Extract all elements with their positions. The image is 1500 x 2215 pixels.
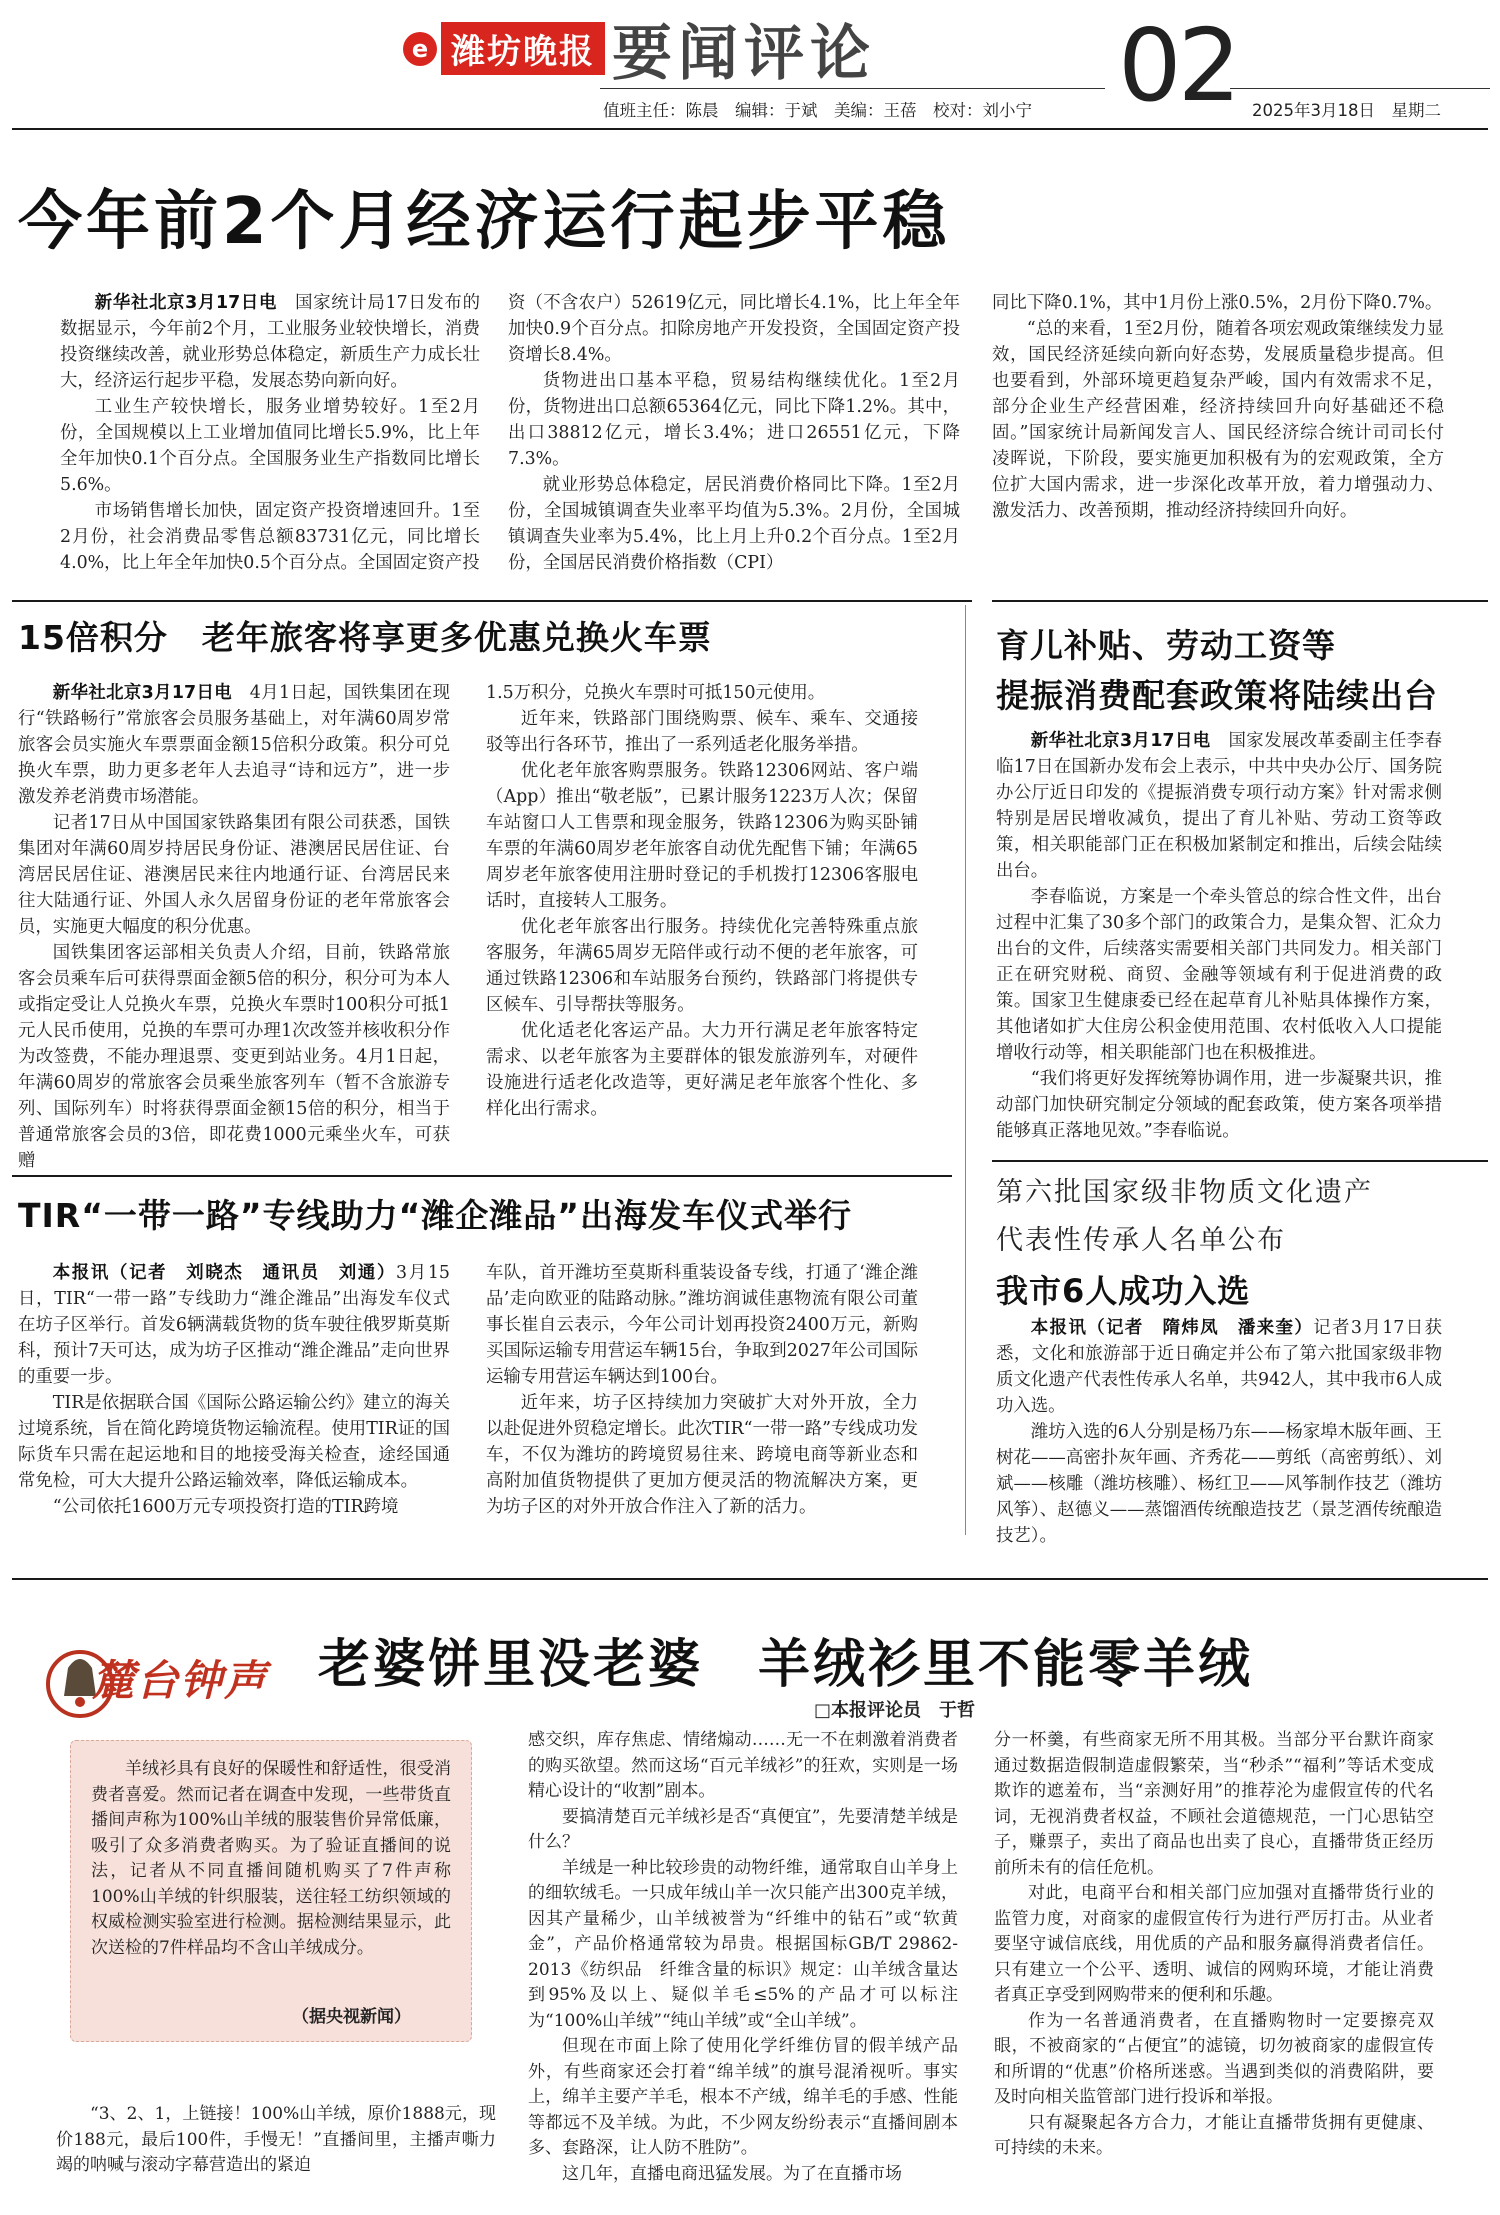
quote-source: （据央视新闻） xyxy=(292,2007,411,2027)
article-column xyxy=(486,1260,918,1520)
commentary-headline: 老婆饼里没老婆 羊绒衫里不能零羊绒 xyxy=(318,1634,1254,1695)
paragraph: TIR是依据联合国《国际公路运输公约》建立的海关过境系统，旨在简化跨境货物运输流程。使用TIR证的国际货车只需在起运地和目的地接受海关检查，途经国通常免检，可大大提升公路运输效率，降低运输成本。 xyxy=(18,1393,450,1491)
paragraph: 感交织，库存焦虑、情绪煽动……无一不在刺激着消费者的购买欲望。然而这场“百元羊绒衫”的狂欢，实则是一场精心设计的“收割”剧本。 xyxy=(528,1730,958,1801)
paragraph: 就业形势总体稳定，居民消费价格同比下降。1至2月份，全国城镇调查失业率平均值为5.3%。2月份，全国城镇调查失业率为5.4%，比上月上升0.2个百分点。1至2月份，全国居民消费价格指数（CPI） xyxy=(508,475,960,573)
article-kicker: 第六批国家级非物质文化遗产 xyxy=(996,1177,1373,1208)
paragraph: 车队，首开潍坊至莫斯科重装设备专线，打通了‘潍企潍品’走向欧亚的陆路动脉。”潍坊润诚佳惠物流有限公司董事长崔自云表示，今年公司计划再投资2400万元，新购买国际运输专用营运车辆15台，争取到2027年公司国际运输专用营运车辆达到100台。 xyxy=(486,1263,918,1387)
dateline: 新华社北京3月17日电 xyxy=(94,293,278,313)
paragraph: 李春临说，方案是一个牵头管总的综合性文件，出台过程中汇集了30多个部门的政策合力，是集众智、汇众力出台的文件，后续落实需要相关部门共同发力。相关部门正在研究财税、商贸、金融等领域有利于促进消费的政策。国家卫生健康委已经在起草育儿补贴具体操作方案，其他诸如扩大住房公积金使用范围、农村低收入人口提能增收行动等，相关职能部门也在积极推进。 xyxy=(996,887,1442,1063)
paragraph: 优化老年旅客购票服务。铁路12306网站、客户端（App）推出“敬老版”，已累计服务1223万人次；保留车站窗口人工售票和现金服务，铁路12306为购买卧铺车票的年满60周岁老年旅客自动优先配售下铺；年满65周岁老年旅客使用注册时登记的手机拨打12306客服电话时，直接转人工服务。 xyxy=(486,761,918,911)
paragraph: 1.5万积分，兑换火车票时可抵150元使用。 xyxy=(486,683,826,703)
paragraph: 分一杯羹，有些商家无所不用其极。当部分平台默许商家通过数据造假制造虚假繁荣，当“秒杀”“福利”等话术变成欺诈的遮羞布，当“亲测好用”的推荐沦为虚假宣传的代名词，无视消费者权益，不顾社会道德规范，一门心思钻空子，赚票子，卖出了商品也出卖了良心，直播带货正经历前所未有的信任危机。 xyxy=(994,1730,1434,1878)
paragraph: 对此，电商平台和相关部门应加强对直播带货行业的监管力度，对商家的虚假宣传行为进行严厉打击。从业者要坚守诚信底线，用优质的产品和服务赢得消费者信任。只有建立一个公平、透明、诚信的网购环境，才能让消费者真正享受到网购带来的便利和乐趣。 xyxy=(994,1883,1434,2005)
paragraph: 国家发展改革委副主任李春临17日在国新办发布会上表示，中共中央办公厅、国务院办公厅近日印发的《提振消费专项行动方案》针对需求侧特别是居民增收减负，提出了育儿补贴、劳动工资等政策，相关职能部门正在积极加紧制定和推出，后续会陆续出台。 xyxy=(996,731,1442,881)
section-rule xyxy=(12,1578,1488,1580)
paragraph: 要搞清楚百元羊绒衫是否“真便宜”，先要清楚羊绒是什么？ xyxy=(528,1806,958,1852)
masthead-rule xyxy=(600,88,1105,89)
paragraph: 但现在市面上除了使用化学纤维仿冒的假羊绒产品外，有些商家还会打着“绵羊绒”的旗号混淆视听。事实上，绵羊主要产羊毛，根本不产绒，绵羊毛的手感、性能等都远不及羊绒。为此，不少网友纷纷表示“直播间剧本多、套路深，让人防不胜防”。 xyxy=(528,2036,958,2158)
paragraph: 作为一名普通消费者，在直播购物时一定要擦亮双眼，不被商家的“占便宜”的滤镜，切勿被商家的虚假宣传和所谓的“优惠”价格所迷惑。当遇到类似的消费陷阱，要及时向相关监管部门进行投诉和举报。 xyxy=(994,2010,1434,2107)
paragraph: “公司依托1600万元专项投资打造的TIR跨境 xyxy=(52,1497,399,1517)
dateline: 新华社北京3月17日电 xyxy=(52,683,233,703)
article-column xyxy=(486,680,918,1122)
article-column xyxy=(56,2102,496,2179)
column-name: 麓台钟声 xyxy=(92,1656,269,1705)
article-headline: 15倍积分 老年旅客将享更多优惠兑换火车票 xyxy=(18,618,712,657)
logo-icon: e xyxy=(403,32,437,66)
paragraph: 货物进出口基本平稳，贸易结构继续优化。1至2月份，货物进出口总额65364亿元，同比下降1.2%。其中，出口38812亿元，增长3.4%；进口26551亿元，下降7.3%。 xyxy=(508,371,960,469)
paragraph: 3月15日，TIR“一带一路”专线助力“潍企潍品”出海发车仪式在坊子区举行。首发6辆满载货物的货车驶往俄罗斯莫斯科，预计7天可达，成为坊子区推动“潍企潍品”走向世界的重要一步。 xyxy=(18,1263,450,1387)
brand-name: 潍坊晚报 xyxy=(441,22,605,75)
paragraph: 羊绒衫具有良好的保暖性和舒适性，很受消费者喜爱。然而记者在调查中发现，一些带货直播间声称为100%山羊绒的服装售价异常低廉，吸引了众多消费者购买。为了验证直播间的说法，记者从不同直播间随机购买了7件声称100%山羊绒的针织服装，送往轻工纺织领域的权威检测实验室进行检测。据检测结果显示，此次送检的7件样品均不含山羊绒成分。 xyxy=(91,1759,451,1958)
paragraph: 记者3月17日获悉，文化和旅游部于近日确定并公布了第六批国家级非物质文化遗产代表性传承人名单，共942人，其中我市6人成功入选。 xyxy=(996,1318,1442,1416)
article-headline: 今年前2个月经济运行起步平稳 xyxy=(18,185,951,259)
section-rule xyxy=(992,600,1488,602)
dateline: 新华社北京3月17日电 xyxy=(1030,731,1211,751)
column-divider xyxy=(965,605,966,1535)
section-title: 要闻评论 xyxy=(612,19,876,89)
masthead-rule-right xyxy=(1230,88,1490,89)
section-rule xyxy=(12,1175,952,1177)
paragraph: 同比下降0.1%，其中1月份上涨0.5%，2月份下降0.7%。 xyxy=(992,293,1443,313)
paragraph: 4月1日起，国铁集团在现行“铁路畅行”常旅客会员服务基础上，对年满60周岁常旅客会员实施火车票票面金额15倍积分政策。积分可兑换火车票，助力更多老年人去追寻“诗和远方”，进一步激发养老消费市场潜能。 xyxy=(18,683,450,807)
article-headline: 育儿补贴、劳动工资等 xyxy=(996,626,1336,665)
top-rule xyxy=(12,128,1488,130)
dateline: 本报讯（记者 隋炜凤 潘来奎） xyxy=(1030,1318,1314,1338)
byline: □本报评论员 于哲 xyxy=(814,1700,976,1721)
dateline: 本报讯（记者 刘晓杰 通讯员 刘通） xyxy=(52,1263,397,1283)
paragraph: 羊绒是一种比较珍贵的动物纤维，通常取自山羊身上的细软绒毛。一只成年绒山羊一次只能产出300克羊绒，因其产量稀少，山羊绒被誉为“纤维中的钻石”或“软黄金”，产品价格通常较为昂贵。根据国标GB/T 29862-2013《纺织品 纤维含量的标识》规定：山羊绒含量达到95%及以上、疑似羊毛≤5%的产品才可以标注为“100%山羊绒”“纯山羊绒”或“全山羊绒”。 xyxy=(528,1857,958,2031)
editors-line: 值班主任：陈晨 编辑：于斌 美编：王蓓 校对：刘小宁 xyxy=(603,101,1032,120)
article-column xyxy=(996,728,1442,1144)
paragraph: “我们将更好发挥统筹协调作用，进一步凝聚共识，推动部门加快研究制定分领域的配套政策，使方案各项举措能够真正落地见效。”李春临说。 xyxy=(996,1069,1442,1141)
article-column xyxy=(60,290,480,576)
paragraph: 记者17日从中国国家铁路集团有限公司获悉，国铁集团对年满60周岁持居民身份证、港澳居民居住证、台湾居民居住证、港澳居民来往内地通行证、台湾居民来往大陆通行证、外国人永久居留身份证的老年常旅客会员，实施更大幅度的积分优惠。 xyxy=(18,813,450,937)
paragraph: 这几年，直播电商迅猛发展。为了在直播市场 xyxy=(562,2163,902,2184)
article-column xyxy=(992,290,1444,524)
paragraph: 优化老年旅客出行服务。持续优化完善特殊重点旅客服务，年满65周岁无陪伴或行动不便的老年旅客，可通过铁路12306和车站服务台预约，铁路部门将提供专区候车、引导帮扶等服务。 xyxy=(486,917,918,1015)
article-column xyxy=(996,1315,1442,1549)
paragraph: 工业生产较快增长，服务业增势较好。1至2月份，全国规模以上工业增加值同比增长5.9%，比上年全年加快0.1个百分点。全国服务业生产指数同比增长5.6%。 xyxy=(60,397,480,495)
paragraph: 近年来，铁路部门围绕购票、候车、乘车、交通接驳等出行各环节，推出了一系列适老化服务举措。 xyxy=(486,709,918,755)
newspaper-logo xyxy=(403,22,605,75)
paragraph: 近年来，坊子区持续加力突破扩大对外开放，全力以赴促进外贸稳定增长。此次TIR“一带一路”专线成功发车，不仅为潍坊的跨境贸易往来、跨境电商等新业态和高附加值货物提供了更加方便灵活的物流解决方案，更为坊子区的对外开放合作注入了新的活力。 xyxy=(486,1393,918,1517)
paragraph: 资（不含农户）52619亿元，同比增长4.1%，比上年全年加快0.9个百分点。扣除房地产开发投资，全国固定资产投资增长8.4%。 xyxy=(508,293,960,365)
article-headline: 提振消费配套政策将陆续出台 xyxy=(996,676,1438,715)
article-kicker: 代表性传承人名单公布 xyxy=(996,1225,1286,1256)
article-column xyxy=(18,1260,450,1520)
quote-text xyxy=(71,1741,471,1961)
article-headline: 我市6人成功入选 xyxy=(996,1272,1251,1310)
article-column xyxy=(528,1728,958,2187)
section-rule xyxy=(992,1160,1488,1162)
paragraph: 潍坊入选的6人分别是杨乃东——杨家埠木版年画、王树花——高密扑灰年画、齐秀花——剪纸（高密剪纸）、刘斌——核雕（潍坊核雕）、杨红卫——风筝制作技艺（潍坊风筝）、赵德义——蒸馏酒传统酿造技艺（景芝酒传统酿造技艺）。 xyxy=(996,1422,1442,1546)
article-column xyxy=(508,290,960,576)
article-headline: TIR“一带一路”专线助力“潍企潍品”出海发车仪式举行 xyxy=(18,1196,852,1235)
issue-date: 2025年3月18日 星期二 xyxy=(1252,101,1441,120)
paragraph: 国铁集团客运部相关负责人介绍，目前，铁路常旅客会员乘车后可获得票面金额5倍的积分，积分可为本人或指定受让人兑换火车票，兑换火车票时100积分可抵1元人民币使用，兑换的车票可办理1次改签并核收积分作为改签费，不能办理退票、变更到站业务。4月1日起，年满60周岁的常旅客会员乘坐旅客列车（暂不含旅游专列、国际列车）时将获得票面金额15倍的积分，相当于普通常旅客会员的3倍，即花费1000元乘坐火车，可获赠 xyxy=(18,943,450,1171)
page-number: 02 xyxy=(1118,7,1238,124)
quote-box xyxy=(70,1740,472,2042)
paragraph: 市场销售增长加快，固定资产投资增速回升。1至2月份，社会消费品零售总额83731亿元，同比增长4.0%，比上年全年加快0.5个百分点。全国固定资产投 xyxy=(60,501,480,573)
paragraph: “总的来看，1至2月份，随着各项宏观政策继续发力显效，国民经济延续向新向好态势，发展质量稳步提高。但也要看到，外部环境更趋复杂严峻，国内有效需求不足，部分企业生产经营困难，经济持续回升向好基础还不稳固。”国家统计局新闻发言人、国民经济综合统计司司长付凌晖说，下阶段，要实施更加积极有为的宏观政策，全方位扩大国内需求，进一步深化改革开放，着力增强动力、激发活力、改善预期，推动经济持续回升向好。 xyxy=(992,319,1444,521)
column-logo xyxy=(40,1640,302,1720)
paragraph: 国家统计局17日发布的数据显示，今年前2个月，工业服务业较快增长，消费投资继续改善，就业形势总体稳定，新质生产力成长壮大，经济运行起步平稳，发展态势向新向好。 xyxy=(60,293,480,391)
article-column xyxy=(18,680,450,1174)
paragraph: “3、2、1，上链接！100%山羊绒，原价1888元，现价188元，最后100件，手慢无！”直播间里，主播声嘶力竭的呐喊与滚动字幕营造出的紧迫 xyxy=(56,2104,496,2175)
paragraph: 优化适老化客运产品。大力开行满足老年旅客特定需求、以老年旅客为主要群体的银发旅游列车，对硬件设施进行适老化改造等，更好满足老年旅客个性化、多样化出行需求。 xyxy=(486,1021,918,1119)
article-column xyxy=(994,1728,1434,2162)
section-rule xyxy=(12,600,972,602)
paragraph: 只有凝聚起各方合力，才能让直播带货拥有更健康、可持续的未来。 xyxy=(994,2112,1434,2158)
